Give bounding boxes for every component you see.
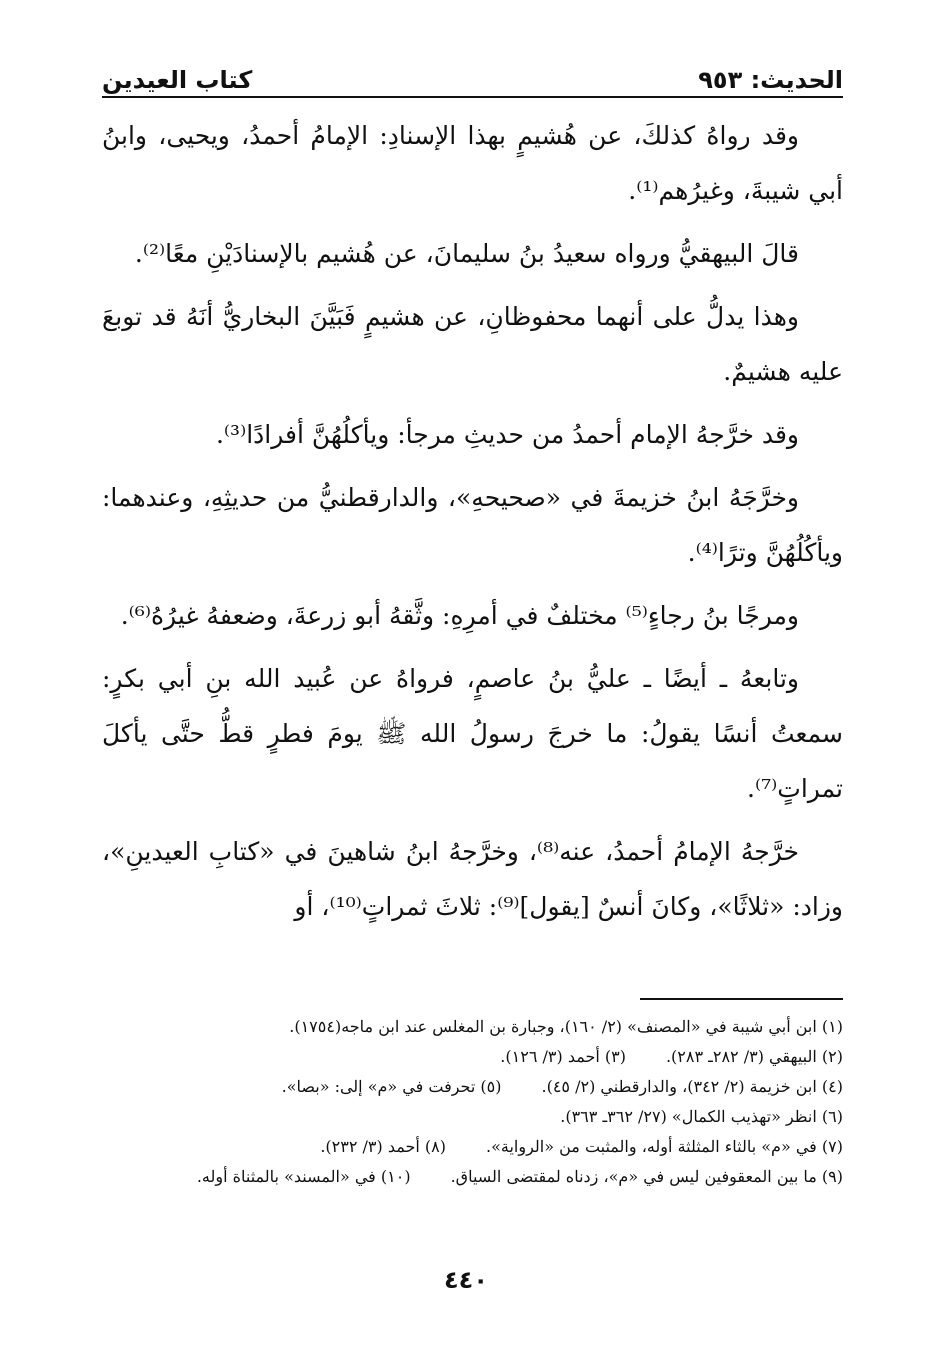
header-hadith-number: الحديث: ٩٥٣ — [698, 66, 843, 94]
running-header — [102, 56, 843, 94]
header-book-title: كتاب العيدين — [102, 66, 253, 94]
paragraph: خرَّجهُ الإمامُ أحمدُ، عنه⁽⁸⁾، وخرَّجهُ ابنُ شاهينَ في «كتابِ العيدينِ»، وزاد: «ثلاثًا»، وكانَ أنسٌ [يقول]⁽⁹⁾: ثلاثَ ثمراتٍ⁽¹⁰⁾، أو — [102, 837, 843, 921]
page-number: ٤٤٠ — [444, 1266, 488, 1294]
footnote: (٣) أحمد (٣/ ١٢٦). — [500, 1047, 626, 1066]
footnote-line — [102, 1162, 843, 1192]
paragraph: وخرَّجَهُ ابنُ خزيمةَ في «صحيحهِ»، والدارقطنيُّ من حديثِهِ، وعندهما: ويأكُلُهُنَّ وترًا⁽⁴⁾. — [102, 483, 843, 567]
footnote-line — [102, 1042, 843, 1072]
footnotes — [102, 1012, 843, 1192]
footnote: (٧) في «م» بالثاء المثلثة أوله، والمثبت من «الرواية». — [486, 1137, 843, 1156]
footnote: (٦) انظر «تهذيب الكمال» (٢٧/ ٣٦٢ـ ٣٦٣). — [560, 1107, 843, 1126]
footnote-separator — [640, 998, 843, 1000]
paragraph: قالَ البيهقيُّ ورواه سعيدُ بنُ سليمانَ، عن هُشيم بالإسنادَيْنِ معًا⁽²⁾. — [134, 239, 799, 268]
footnote-line — [102, 1012, 843, 1042]
paragraph: وقد رواهُ كذلكَ، عن هُشيمٍ بهذا الإسنادِ: الإمامُ أحمدُ، ويحيى، وابنُ أبي شيبةَ، وغيرُهم⁽¹⁾. — [102, 121, 843, 205]
footnote: (١٠) في «المسند» بالمثناة أوله. — [196, 1167, 411, 1186]
footnote: (٢) البيهقي (٣/ ٢٨٢ـ ٢٨٣). — [665, 1047, 843, 1066]
footnote: (١) ابن أبي شيبة في «المصنف» (٢/ ١٦٠)، وجبارة بن المغلس عند ابن ماجه(١٧٥٤). — [289, 1017, 843, 1036]
main-text — [102, 108, 843, 942]
paragraph: وتابعهُ ـ أيضًا ـ عليُّ بنُ عاصمٍ، فرواهُ عن عُبيد الله بنِ أبي بكرٍ: سمعتُ أنسًا يقولُ: ما خرجَ رسولُ الله ﷺ يومَ فطرٍ قطُّ حتَّى يأكلَ تمراتٍ⁽⁷⁾. — [102, 664, 843, 803]
header-rule — [102, 96, 843, 98]
footnote-line — [102, 1132, 843, 1162]
footnote: (٨) أحمد (٣/ ٢٣٢). — [320, 1137, 446, 1156]
paragraph: وقد خرَّجهُ الإمام أحمدُ من حديثِ مرجأ: ويأكلُهُنَّ أفرادًا⁽³⁾. — [215, 420, 799, 449]
paragraph: ومرجًا بنُ رجاءٍ⁽⁵⁾ مختلفٌ في أمرِهِ: وثَّقهُ أبو زرعةَ، وضعفهُ غيرُهُ⁽⁶⁾. — [120, 601, 799, 630]
footnote: (٥) تحرفت في «م» إلى: «بصا». — [281, 1077, 502, 1096]
footnote: (٤) ابن خزيمة (٢/ ٣٤٢)، والدارقطني (٢/ ٤٥). — [541, 1077, 843, 1096]
footnote-line — [102, 1102, 843, 1132]
paragraph: وهذا يدلُّ على أنهما محفوظانِ، عن هشيمٍ فَبَيَّنَ البخاريُّ أنَهُ قد توبعَ عليه هشيمٌ. — [102, 302, 843, 386]
footnote: (٩) ما بين المعقوفين ليس في «م»، زدناه لمقتضى السياق. — [450, 1167, 843, 1186]
footnote-line — [102, 1072, 843, 1102]
